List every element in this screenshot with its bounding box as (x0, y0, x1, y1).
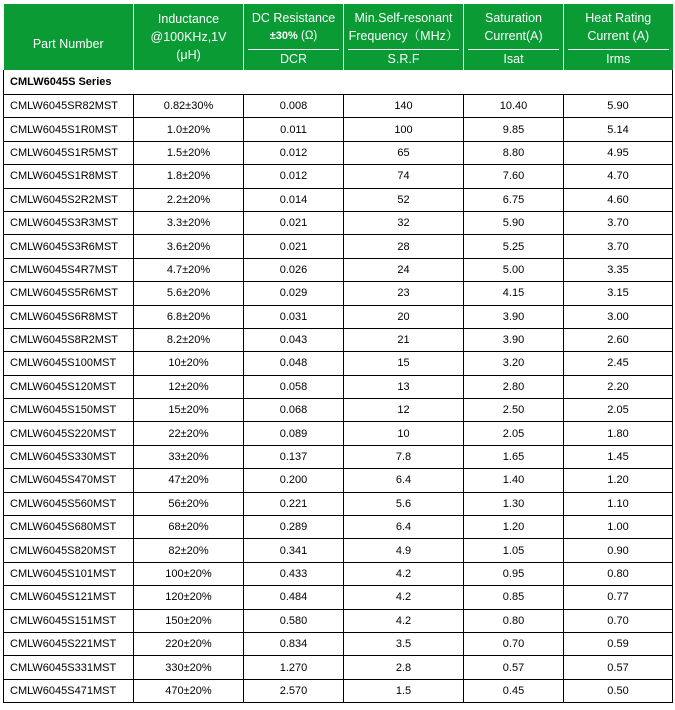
table-row (4, 141, 673, 164)
header-label: Part Number (32, 37, 104, 51)
isat-cell: 0.57 (464, 656, 564, 679)
header-label: Heat Rating (585, 10, 652, 25)
part-number-cell: CMLW6045S120MST (4, 375, 134, 398)
inductance-cell: 220±20% (134, 632, 244, 655)
inductance-cell: 82±20% (134, 539, 244, 562)
srf-cell: 3.5 (344, 632, 464, 655)
irms-cell: 0.70 (564, 609, 673, 632)
srf-cell: 1.5 (344, 679, 464, 702)
srf-cell: 10 (344, 422, 464, 445)
isat-cell: 3.90 (464, 305, 564, 328)
inductance-cell: 150±20% (134, 609, 244, 632)
table-row (4, 399, 673, 422)
part-number-cell: CMLW6045S5R6MST (4, 282, 134, 305)
dcr-cell: 0.580 (244, 609, 344, 632)
table-row (4, 235, 673, 258)
irms-cell: 0.90 (564, 539, 673, 562)
part-number-cell: CMLW6045S680MST (4, 516, 134, 539)
part-number-cell: CMLW6045S4R7MST (4, 258, 134, 281)
part-number-cell: CMLW6045S2R2MST (4, 188, 134, 211)
isat-cell: 5.90 (464, 211, 564, 234)
inductance-cell: 470±20% (134, 679, 244, 702)
inductance-cell: 5.6±20% (134, 282, 244, 305)
srf-cell: 7.8 (344, 445, 464, 468)
series-row (4, 70, 673, 95)
irms-cell: 5.14 (564, 118, 673, 141)
table-row (4, 516, 673, 539)
part-number-cell: CMLW6045S151MST (4, 609, 134, 632)
header-unit: (Ω) (297, 29, 318, 42)
header-row (4, 4, 673, 70)
part-number-cell: CMLW6045S6R8MST (4, 305, 134, 328)
part-number-cell: CMLW6045S560MST (4, 492, 134, 515)
header-label: Min.Self-resonant (354, 10, 453, 25)
isat-cell: 3.20 (464, 352, 564, 375)
table-row (4, 469, 673, 492)
table-row (4, 422, 673, 445)
isat-cell: 6.75 (464, 188, 564, 211)
inductance-cell: 47±20% (134, 469, 244, 492)
header-symbol: S.R.F (348, 49, 459, 68)
header-srf (344, 4, 464, 70)
isat-cell: 2.05 (464, 422, 564, 445)
irms-cell: 3.70 (564, 235, 673, 258)
table-row (4, 211, 673, 234)
part-number-cell: CMLW6045S820MST (4, 539, 134, 562)
header-symbol: Irms (568, 49, 669, 68)
table-row (4, 352, 673, 375)
isat-cell: 10.40 (464, 95, 564, 118)
isat-cell: 5.00 (464, 258, 564, 281)
header-symbol: DCR (248, 49, 339, 68)
irms-cell: 0.57 (564, 656, 673, 679)
isat-cell: 7.60 (464, 165, 564, 188)
header-label: Current (A) (587, 28, 650, 43)
srf-cell: 15 (344, 352, 464, 375)
irms-cell: 2.05 (564, 399, 673, 422)
part-number-cell: CMLW6045S150MST (4, 399, 134, 422)
inductance-cell: 15±20% (134, 399, 244, 422)
irms-cell: 3.00 (564, 305, 673, 328)
srf-cell: 100 (344, 118, 464, 141)
table-row (4, 282, 673, 305)
header-label: Current(A) (484, 28, 543, 43)
part-number-cell: CMLW6045S330MST (4, 445, 134, 468)
dcr-cell: 0.221 (244, 492, 344, 515)
isat-cell: 8.80 (464, 141, 564, 164)
spec-table-container (3, 4, 672, 703)
srf-cell: 28 (344, 235, 464, 258)
srf-cell: 12 (344, 399, 464, 422)
header-label: DC Resistance (251, 10, 336, 25)
inductance-cell: 1.5±20% (134, 141, 244, 164)
dcr-cell: 0.058 (244, 375, 344, 398)
inductance-cell: 100±20% (134, 562, 244, 585)
dcr-cell: 0.484 (244, 586, 344, 609)
inductance-cell: 56±20% (134, 492, 244, 515)
inductance-cell: 120±20% (134, 586, 244, 609)
dcr-cell: 0.021 (244, 235, 344, 258)
dcr-cell: 0.834 (244, 632, 344, 655)
inductance-cell: 4.7±20% (134, 258, 244, 281)
part-number-cell: CMLW6045S3R6MST (4, 235, 134, 258)
srf-cell: 65 (344, 141, 464, 164)
header-label: Inductance (157, 12, 220, 26)
srf-cell: 32 (344, 211, 464, 234)
srf-cell: 24 (344, 258, 464, 281)
isat-cell: 0.85 (464, 586, 564, 609)
irms-cell: 2.60 (564, 328, 673, 351)
srf-cell: 21 (344, 328, 464, 351)
isat-cell: 0.80 (464, 609, 564, 632)
inductance-cell: 68±20% (134, 516, 244, 539)
header-label: (μH) (176, 48, 201, 62)
header-label: Frequency（MHz） (348, 28, 459, 43)
srf-cell: 13 (344, 375, 464, 398)
srf-cell: 74 (344, 165, 464, 188)
isat-cell: 2.50 (464, 399, 564, 422)
header-part-number (4, 4, 134, 70)
inductance-cell: 1.8±20% (134, 165, 244, 188)
dcr-cell: 0.026 (244, 258, 344, 281)
dcr-cell: 0.089 (244, 422, 344, 445)
dcr-cell: 0.043 (244, 328, 344, 351)
dcr-cell: 0.012 (244, 141, 344, 164)
inductance-cell: 6.8±20% (134, 305, 244, 328)
inductance-cell: 12±20% (134, 375, 244, 398)
part-number-cell: CMLW6045S220MST (4, 422, 134, 445)
table-row (4, 118, 673, 141)
irms-cell: 2.45 (564, 352, 673, 375)
part-number-cell: CMLW6045S1R0MST (4, 118, 134, 141)
inductance-cell: 0.82±30% (134, 95, 244, 118)
srf-cell: 4.9 (344, 539, 464, 562)
part-number-cell: CMLW6045S8R2MST (4, 328, 134, 351)
srf-cell: 4.2 (344, 609, 464, 632)
dcr-cell: 0.011 (244, 118, 344, 141)
srf-cell: 20 (344, 305, 464, 328)
table-row (4, 328, 673, 351)
isat-cell: 1.65 (464, 445, 564, 468)
table-row (4, 95, 673, 118)
inductance-cell: 33±20% (134, 445, 244, 468)
isat-cell: 0.45 (464, 679, 564, 702)
dcr-cell: 0.433 (244, 562, 344, 585)
dcr-cell: 2.570 (244, 679, 344, 702)
table-row (4, 305, 673, 328)
irms-cell: 4.60 (564, 188, 673, 211)
part-number-cell: CMLW6045S1R8MST (4, 165, 134, 188)
dcr-cell: 0.137 (244, 445, 344, 468)
table-row (4, 656, 673, 679)
irms-cell: 0.50 (564, 679, 673, 702)
isat-cell: 2.80 (464, 375, 564, 398)
header-saturation-current (464, 4, 564, 70)
series-title: CMLW6045S Series (4, 70, 673, 95)
table-row (4, 258, 673, 281)
dcr-cell: 0.012 (244, 165, 344, 188)
inductor-spec-table (3, 4, 673, 703)
srf-cell: 4.2 (344, 586, 464, 609)
table-row (4, 562, 673, 585)
dcr-cell: 0.289 (244, 516, 344, 539)
header-label: @100KHz,1V (150, 30, 227, 44)
table-row (4, 165, 673, 188)
part-number-cell: CMLW6045S1R5MST (4, 141, 134, 164)
srf-cell: 6.4 (344, 469, 464, 492)
part-number-cell: CMLW6045S471MST (4, 679, 134, 702)
part-number-cell: CMLW6045S331MST (4, 656, 134, 679)
srf-cell: 5.6 (344, 492, 464, 515)
dcr-cell: 0.048 (244, 352, 344, 375)
header-symbol: Isat (468, 49, 559, 68)
dcr-cell: 0.014 (244, 188, 344, 211)
irms-cell: 5.90 (564, 95, 673, 118)
isat-cell: 4.15 (464, 282, 564, 305)
srf-cell: 6.4 (344, 516, 464, 539)
isat-cell: 3.90 (464, 328, 564, 351)
inductance-cell: 22±20% (134, 422, 244, 445)
header-tolerance (244, 27, 343, 45)
header-inductance (134, 4, 244, 70)
inductance-cell: 330±20% (134, 656, 244, 679)
table-body (4, 70, 673, 703)
isat-cell: 9.85 (464, 118, 564, 141)
isat-cell: 1.30 (464, 492, 564, 515)
part-number-cell: CMLW6045S100MST (4, 352, 134, 375)
inductance-cell: 3.6±20% (134, 235, 244, 258)
header-tolerance-value: ±30% (269, 29, 298, 42)
table-row (4, 586, 673, 609)
isat-cell: 0.95 (464, 562, 564, 585)
inductance-cell: 2.2±20% (134, 188, 244, 211)
inductance-cell: 1.0±20% (134, 118, 244, 141)
isat-cell: 1.20 (464, 516, 564, 539)
srf-cell: 4.2 (344, 562, 464, 585)
table-row (4, 609, 673, 632)
irms-cell: 1.45 (564, 445, 673, 468)
dcr-cell: 0.021 (244, 211, 344, 234)
irms-cell: 3.35 (564, 258, 673, 281)
table-row (4, 632, 673, 655)
dcr-cell: 1.270 (244, 656, 344, 679)
dcr-cell: 0.031 (244, 305, 344, 328)
table-row (4, 679, 673, 702)
part-number-cell: CMLW6045S101MST (4, 562, 134, 585)
part-number-cell: CMLW6045S470MST (4, 469, 134, 492)
irms-cell: 2.20 (564, 375, 673, 398)
header-dc-resistance (244, 4, 344, 70)
srf-cell: 140 (344, 95, 464, 118)
irms-cell: 0.80 (564, 562, 673, 585)
dcr-cell: 0.200 (244, 469, 344, 492)
srf-cell: 2.8 (344, 656, 464, 679)
irms-cell: 1.20 (564, 469, 673, 492)
irms-cell: 0.59 (564, 632, 673, 655)
isat-cell: 0.70 (464, 632, 564, 655)
part-number-cell: CMLW6045S121MST (4, 586, 134, 609)
table-row (4, 492, 673, 515)
dcr-cell: 0.068 (244, 399, 344, 422)
dcr-cell: 0.341 (244, 539, 344, 562)
dcr-cell: 0.008 (244, 95, 344, 118)
inductance-cell: 3.3±20% (134, 211, 244, 234)
table-row (4, 445, 673, 468)
dcr-cell: 0.029 (244, 282, 344, 305)
srf-cell: 52 (344, 188, 464, 211)
part-number-cell: CMLW6045S221MST (4, 632, 134, 655)
inductance-cell: 8.2±20% (134, 328, 244, 351)
table-row (4, 375, 673, 398)
header-label: Saturation (485, 10, 542, 25)
part-number-cell: CMLW6045S3R3MST (4, 211, 134, 234)
header-heat-rating-current (564, 4, 673, 70)
irms-cell: 4.95 (564, 141, 673, 164)
inductance-cell: 10±20% (134, 352, 244, 375)
irms-cell: 1.00 (564, 516, 673, 539)
irms-cell: 3.70 (564, 211, 673, 234)
table-row (4, 188, 673, 211)
isat-cell: 1.40 (464, 469, 564, 492)
table-row (4, 539, 673, 562)
irms-cell: 4.70 (564, 165, 673, 188)
isat-cell: 1.05 (464, 539, 564, 562)
isat-cell: 5.25 (464, 235, 564, 258)
irms-cell: 1.80 (564, 422, 673, 445)
irms-cell: 1.10 (564, 492, 673, 515)
irms-cell: 3.15 (564, 282, 673, 305)
part-number-cell: CMLW6045SR82MST (4, 95, 134, 118)
irms-cell: 0.77 (564, 586, 673, 609)
srf-cell: 23 (344, 282, 464, 305)
